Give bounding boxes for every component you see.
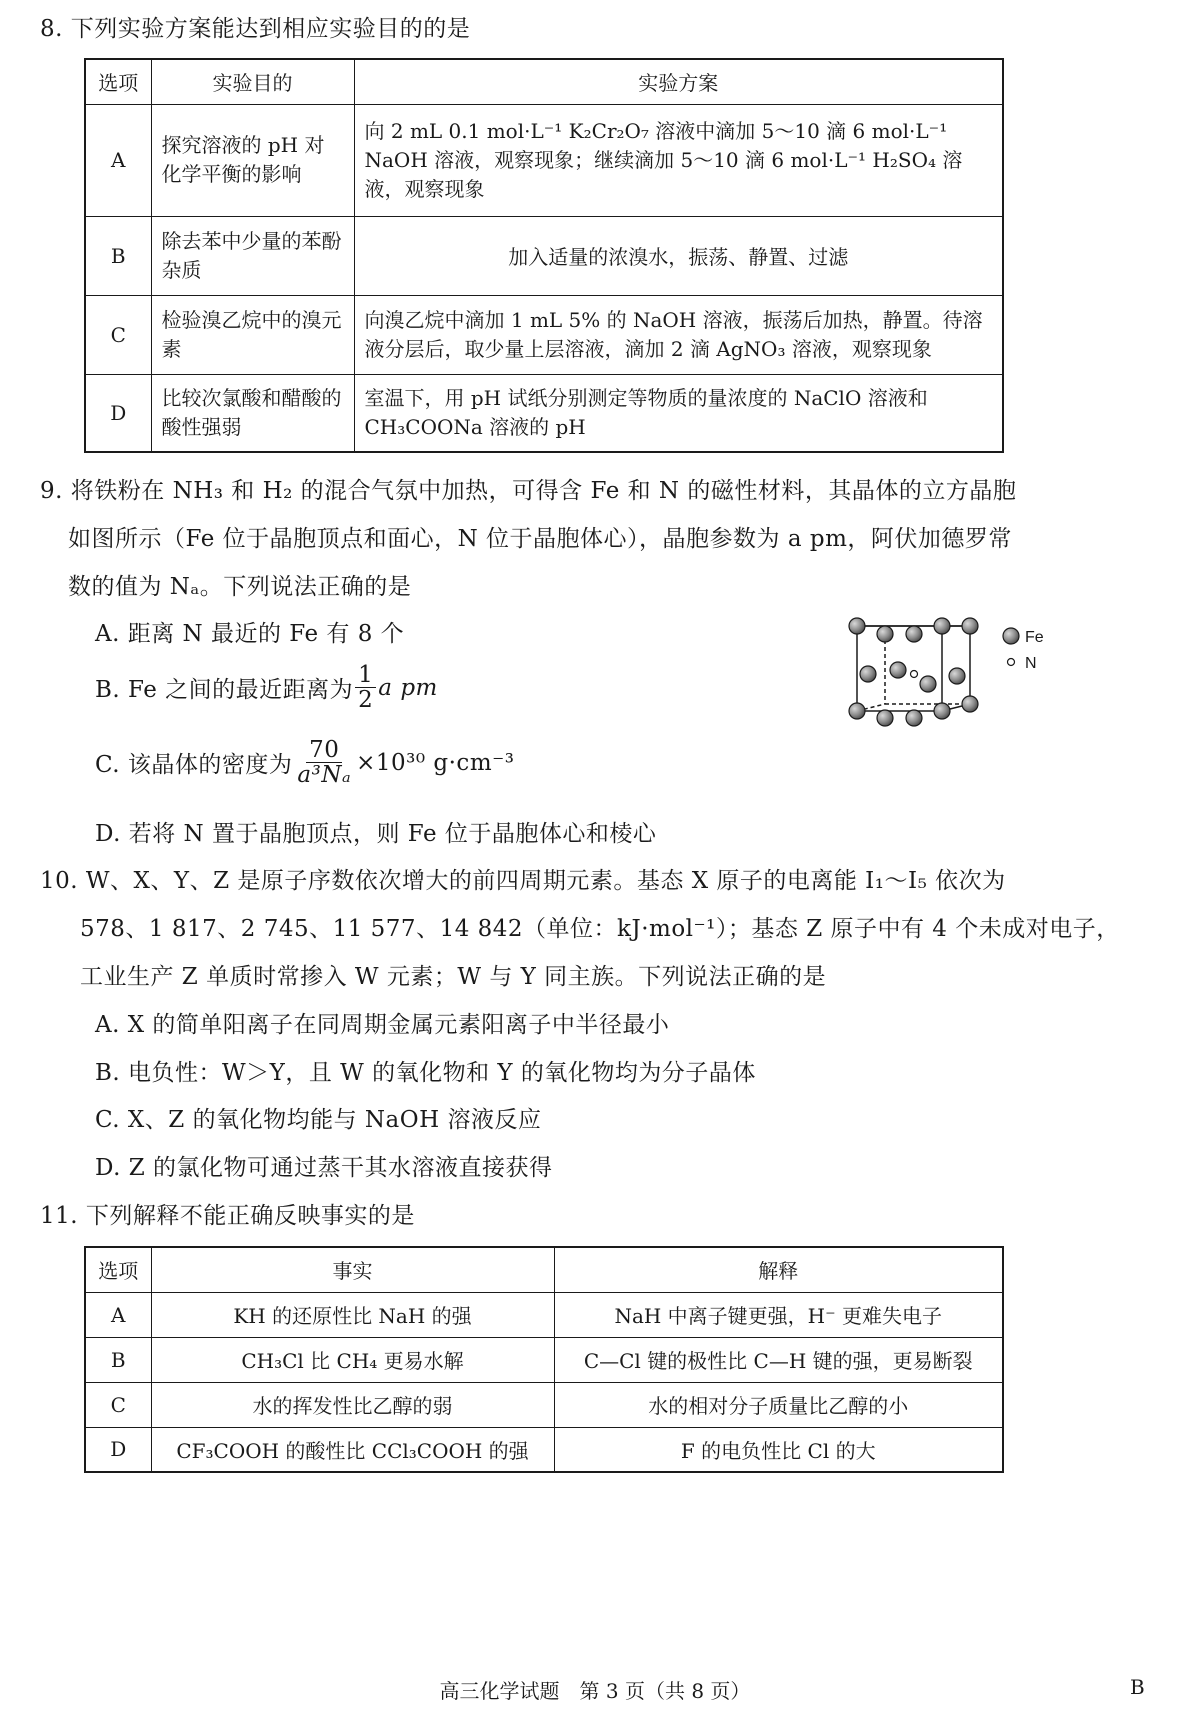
fe-atom [849, 703, 865, 719]
q9-option-d: D. 若将 N 置于晶胞顶点，则 Fe 位于晶胞体心和棱心 [95, 821, 657, 847]
q10-option-b: B. 电负性：W＞Y，且 W 的氧化物和 Y 的氧化物均为分子晶体 [95, 1060, 756, 1086]
q8-row-purpose: 除去苯中少量的苯酚杂质 [151, 216, 354, 295]
q8-title: 8. 下列实验方案能达到相应实验目的的是 [40, 16, 471, 42]
q11-row-option: B [85, 1337, 151, 1382]
q11-header-explain: 解释 [554, 1247, 1003, 1292]
fe-atom [962, 618, 978, 634]
q11-row-option: D [85, 1427, 151, 1472]
table-row [85, 1427, 1003, 1472]
table-row [85, 1382, 1003, 1427]
q9-line-3: 数的值为 Nₐ。下列说法正确的是 [68, 574, 412, 600]
legend-fe-icon [1003, 628, 1019, 644]
q9-option-a: A. 距离 N 最近的 Fe 有 8 个 [95, 621, 405, 647]
q11-row-fact: CH₃Cl 比 CH₄ 更易水解 [151, 1337, 554, 1382]
fe-atom [934, 618, 950, 634]
q8-header-purpose: 实验目的 [151, 59, 354, 104]
q11-header-row [85, 1247, 1003, 1292]
q9-option-b-suffix: a pm [378, 674, 438, 701]
q8-row-purpose: 比较次氯酸和醋酸的酸性强弱 [151, 374, 354, 452]
q11-row-explain: C—Cl 键的极性比 C—H 键的强，更易断裂 [554, 1337, 1003, 1382]
q11-row-explain: NaH 中离子键更强，H⁻ 更难失电子 [554, 1292, 1003, 1337]
q8-row-plan: 向溴乙烷中滴加 1 mL 5% 的 NaOH 溶液，振荡后加热，静置。待溶液分层后，取少量上层溶液，滴加 2 滴 AgNO₃ 溶液，观察现象 [354, 295, 1003, 374]
table-row [85, 1337, 1003, 1382]
q9-option-c-suffix: ×10³⁰ g·cm⁻³ [356, 749, 515, 776]
q8-header-plan: 实验方案 [354, 59, 1003, 104]
fe-atom [877, 710, 893, 726]
fe-atom [949, 668, 965, 684]
fraction-denominator: a³Nₐ [297, 762, 352, 788]
fe-atom [860, 666, 876, 682]
q9-line-1: 9. 将铁粉在 NH₃ 和 H₂ 的混合气氛中加热，可得含 Fe 和 N 的磁性材料，其晶体的立方晶胞 [40, 478, 1017, 504]
fe-atom [934, 703, 950, 719]
q11-row-explain: 水的相对分子质量比乙醇的小 [554, 1382, 1003, 1427]
q10-option-a: A. X 的简单阳离子在同周期金属元素阳离子中半径最小 [95, 1012, 670, 1038]
q11-header-option: 选项 [85, 1247, 151, 1292]
q11-title: 11. 下列解释不能正确反映事实的是 [40, 1203, 415, 1229]
fraction-numerator: 70 [306, 738, 342, 763]
q11-row-option: C [85, 1382, 151, 1427]
fraction [294, 738, 354, 787]
q11-row-option: A [85, 1292, 151, 1337]
crystal-cell-diagram [840, 612, 1060, 732]
page-footer: 高三化学试题 第 3 页（共 8 页） [439, 1679, 751, 1703]
q8-header-row [85, 59, 1003, 104]
q8-row-plan: 加入适量的浓溴水，振荡、静置、过滤 [354, 216, 1003, 295]
q10-option-d: D. Z 的氯化物可通过蒸干其水溶液直接获得 [95, 1155, 553, 1181]
fraction [355, 663, 376, 712]
legend-n-label: N [1025, 655, 1037, 672]
q10-line-3: 工业生产 Z 单质时常掺入 W 元素；W 与 Y 同主族。下列说法正确的是 [80, 964, 827, 990]
fe-atom [890, 662, 906, 678]
q11-row-explain: F 的电负性比 Cl 的大 [554, 1427, 1003, 1472]
fraction-denominator: 2 [358, 687, 374, 713]
q11-row-fact: CF₃COOH 的酸性比 CCl₃COOH 的强 [151, 1427, 554, 1472]
q8-row-option: C [85, 295, 151, 374]
fe-atom [849, 618, 865, 634]
table-row [85, 1292, 1003, 1337]
q8-row-plan: 向 2 mL 0.1 mol·L⁻¹ K₂Cr₂O₇ 溶液中滴加 5～10 滴 6 mol·L⁻¹ NaOH 溶液，观察现象；继续滴加 5～10 滴 6 mol·L⁻¹ H₂SO₄ 溶液，观察现象 [354, 104, 1003, 216]
fe-atom [906, 710, 922, 726]
q11-table [84, 1246, 1004, 1473]
fe-atom [920, 676, 936, 692]
q11-row-fact: KH 的还原性比 NaH 的强 [151, 1292, 554, 1337]
q9-option-b [95, 663, 438, 712]
q10-line-1: 10. W、X、Y、Z 是原子序数依次增大的前四周期元素。基态 X 原子的电离能 I₁～I₅ 依次为 [40, 868, 1006, 894]
q8-row-option: A [85, 104, 151, 216]
fe-atom [906, 626, 922, 642]
fraction-numerator: 1 [355, 663, 376, 688]
q10-option-c: C. X、Z 的氧化物均能与 NaOH 溶液反应 [95, 1107, 542, 1133]
q11-header-fact: 事实 [151, 1247, 554, 1292]
q8-row-purpose: 检验溴乙烷中的溴元素 [151, 295, 354, 374]
q8-row-plan: 室温下，用 pH 试纸分别测定等物质的量浓度的 NaClO 溶液和 CH₃COONa 溶液的 pH [354, 374, 1003, 452]
q8-row-option: B [85, 216, 151, 295]
q9-line-2: 如图所示（Fe 位于晶胞顶点和面心，N 位于晶胞体心），晶胞参数为 a pm，阿伏加德罗常 [68, 526, 1012, 552]
table-row [85, 374, 1003, 452]
q8-header-option: 选项 [85, 59, 151, 104]
q11-row-fact: 水的挥发性比乙醇的弱 [151, 1382, 554, 1427]
table-row [85, 295, 1003, 374]
fe-atom [962, 696, 978, 712]
fe-atom [877, 626, 893, 642]
q9-option-c-prefix: C. 该晶体的密度为 [95, 752, 293, 778]
q8-row-option: D [85, 374, 151, 452]
q8-row-purpose: 探究溶液的 pH 对化学平衡的影响 [151, 104, 354, 216]
paper-version-mark: B [1130, 1675, 1145, 1699]
table-row [85, 216, 1003, 295]
q10-line-2: 578、1 817、2 745、11 577、14 842（单位：kJ·mol⁻¹）；基态 Z 原子中有 4 个未成对电子， [80, 916, 1120, 942]
q8-table [84, 58, 1004, 453]
legend-n-icon [1008, 659, 1015, 666]
q9-option-c [95, 738, 514, 787]
q9-option-b-prefix: B. Fe 之间的最近距离为 [95, 677, 354, 703]
legend-fe-label: Fe [1025, 629, 1044, 646]
n-atom [911, 671, 918, 678]
table-row [85, 104, 1003, 216]
